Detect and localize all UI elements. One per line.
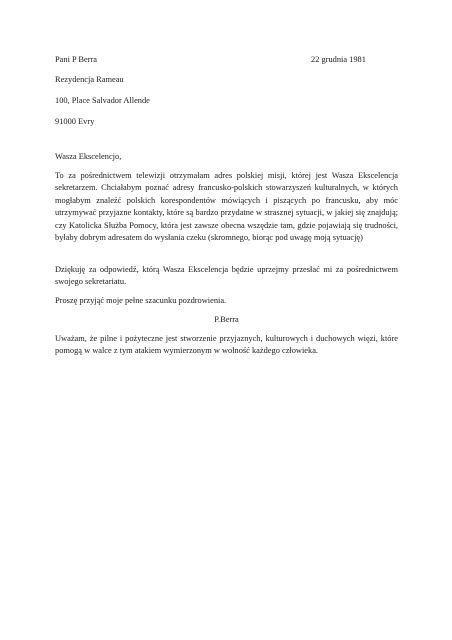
sender-name: Pani P Berra [55, 55, 98, 64]
letter-date: 22 grudnia 1981 [311, 55, 366, 64]
address-line-1: Rezydencja Rameau [55, 75, 124, 84]
postscript-paragraph: Uważam, że pilne i pożyteczne jest stworzenie przyjaznych, kulturowych i duchowych więzi, które pomogą w walce z tym atakiem wymierzonym w wolność każdego człowieka. [55, 334, 398, 356]
signature: P.Berra [214, 315, 239, 324]
body-paragraph-1: To za pośrednictwem telewizji otrzymałam adres polskiej misji, której jest Wasza Ekscelencja sekretarzem. Chciałabym poznać adresy francusko-polskich stowarzyszeń kulturalnych, w których mogłabym znaleźć polskich korespondentów mówiących i piszących po francusku, aby móc utrzymywać przyjazne kontakty, które są bardzo przydatne w strasznej sytuacji, w jakiej się znajdują; czy Katolicka Służba Pomocy, która jest zawsze obecna wszędzie tam, gdzie pojawiają się trudności, byłaby dobrym adresatem do wysłania czeku (skromnego, biorąc pod uwagę moją sytuację) [55, 171, 398, 243]
body-paragraph-2: Dziękuję za odpowiedź, którą Wasza Ekscelencja będzie uprzejmy przesłać mi za pośrednictwem swojego sekretariatu. [55, 265, 398, 287]
address-line-2: 100, Place Salvador Allende [55, 96, 150, 105]
salutation: Wasza Ekscelencjo, [55, 152, 122, 161]
address-line-3: 91000 Evry [55, 117, 95, 126]
closing-paragraph: Proszę przyjąć moje pełne szacunku pozdrowienia. [55, 296, 227, 305]
